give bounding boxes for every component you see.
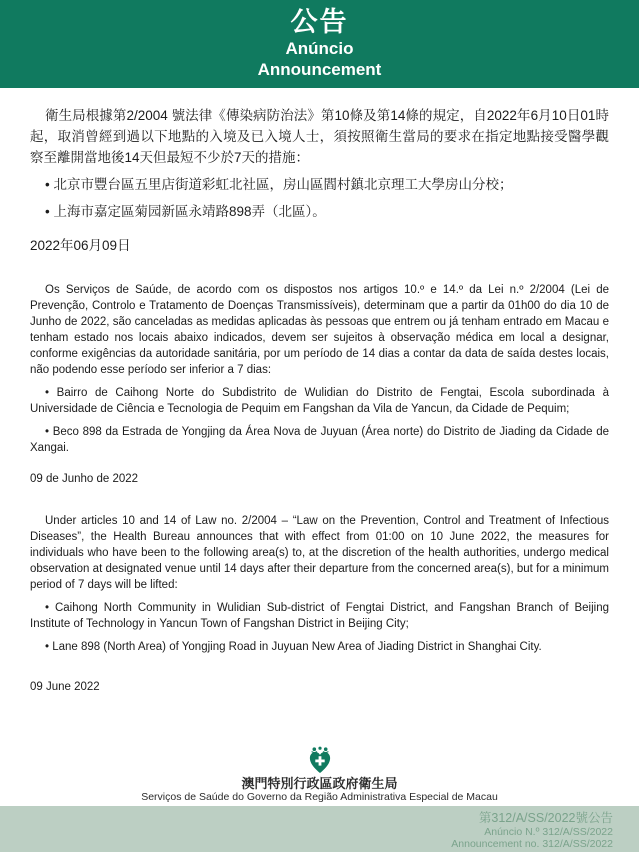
page-title-pt: Anúncio bbox=[285, 39, 354, 58]
english-bullet-1: • Caihong North Community in Wulidian Sub-district of Fengtai District, and Fangshan Branch of Beijing Institute of Technology in Yancun Town of Fangshan District in Beijing City; bbox=[30, 602, 609, 630]
health-bureau-logo-icon bbox=[0, 746, 639, 774]
reference-band bbox=[0, 806, 639, 852]
reference-number-zh: 第312/A/SS/2022號公告 bbox=[478, 811, 613, 825]
reference-number-pt: Anúncio N.º 312/A/SS/2022 bbox=[484, 826, 613, 838]
department-name-zh: 澳門特別行政區政府衛生局 bbox=[241, 776, 398, 791]
header-band bbox=[0, 0, 639, 88]
portuguese-bullet-2: • Beco 898 da Estrada de Yongjing da Área Nova de Juyuan (Área norte) do Distrito de Jiading da Cidade de Xangai. bbox=[30, 426, 609, 454]
section-portuguese bbox=[30, 282, 609, 487]
announcement-body bbox=[0, 105, 639, 695]
chinese-paragraph: 衛生局根據第2/2004 號法律《傳染病防治法》第10條及第14條的規定，自2022年6月10日01時起，取消曾經到過以下地點的入境及已入境人士，須按照衛生當局的要求在指定地點接受醫學觀察至離開當地後14天但最短不少於7天的措施： bbox=[30, 108, 609, 165]
reference-number-en: Announcement no. 312/A/SS/2022 bbox=[451, 838, 613, 850]
english-bullet-2: • Lane 898 (North Area) of Yongjing Road in Juyuan New Area of Jiading District in Shanghai City. bbox=[45, 641, 542, 653]
english-paragraph: Under articles 10 and 14 of Law no. 2/2004 – “Law on the Prevention, Control and Treatment of Infectious Diseases”, the Health Bureau announces that with effect from 01:00 on 10 June 2022, the measures for individuals who have been to the following area(s) to, at the discretion of the health authorities, undergo medical observation at designated venue until 14 days after their departure from the concerned area(s), but for a minimum period of 7 days will be lifted: bbox=[30, 515, 609, 591]
portuguese-bullet-1: • Bairro de Caihong Norte do Subdistrito de Wulidian do Distrito de Fengtai, Escola subordinada à Universidade de Ciência e Tecnologia de Pequim em Fangshan da Vila de Yancun, da Cidade de Pequim; bbox=[30, 387, 609, 415]
chinese-date: 2022年06月09日 bbox=[30, 238, 131, 253]
chinese-bullet-2: • 上海市嘉定區菊园新區永靖路898弄（北區）。 bbox=[45, 204, 326, 219]
page-title-zh: 公告 bbox=[290, 7, 349, 37]
footer bbox=[0, 746, 639, 806]
page-title-en: Announcement bbox=[257, 60, 382, 79]
section-chinese bbox=[30, 105, 609, 256]
portuguese-paragraph: Os Serviços de Saúde, de acordo com os dispostos nos artigos 10.º e 14.º da Lei n.º 2/2004 (Lei de Prevenção, Controlo e Tratamento de Doenças Transmissíveis), determinam que a partir da 01h00 do dia 10 de Junho de 2022, são canceladas as medidas aplicadas às pessoas que entrem ou já tenham entrado em Macau e tenham estado nos locais abaixo indicados, devem ser sujeitos à observação médica em local a designar, conforme exigências da autoridade sanitária, por um período de 14 dias a contar da data de saída destes locais, não podendo esse período ser inferior a 7 dias: bbox=[30, 284, 609, 376]
english-date: 09 June 2022 bbox=[30, 681, 100, 693]
department-name-pt: Serviços de Saúde do Governo da Região Administrativa Especial de Macau bbox=[141, 791, 498, 803]
chinese-bullet-1: • 北京市豐台區五里店街道彩虹北社區，房山區閻村鎮北京理工大學房山分校； bbox=[45, 177, 513, 192]
portuguese-date: 09 de Junho de 2022 bbox=[30, 473, 139, 485]
section-english bbox=[30, 513, 609, 695]
